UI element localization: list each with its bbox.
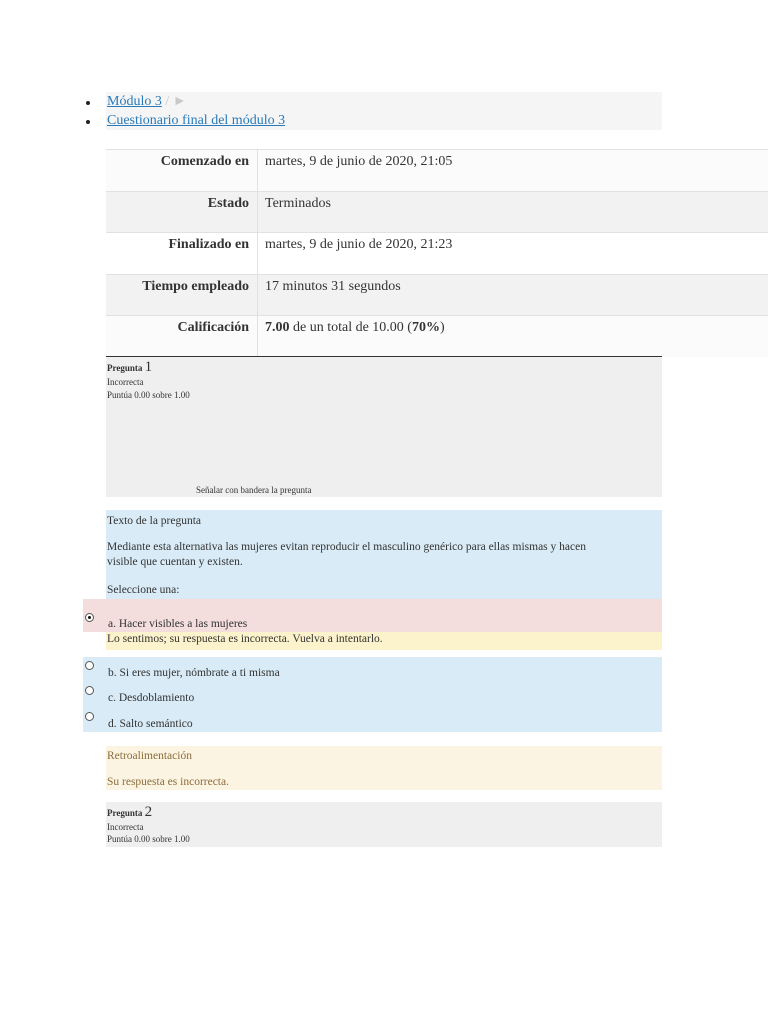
option-d-label[interactable]: d. Salto semántico bbox=[108, 718, 193, 730]
feedback-heading: Retroalimentación bbox=[107, 750, 192, 762]
summary-label: Finalizado en bbox=[168, 237, 249, 253]
breadcrumb-link-quiz[interactable]: Cuestionario final del módulo 3 bbox=[107, 113, 286, 128]
question-info-panel bbox=[106, 356, 662, 497]
question-info-panel bbox=[106, 802, 662, 847]
option-a-label[interactable]: a. Hacer visibles a las mujeres bbox=[108, 618, 248, 630]
question-text-line: Mediante esta alternativa las mujeres evitan reproducir el masculino genérico para ellas mismas y hacen bbox=[107, 541, 586, 553]
option-b-label[interactable]: b. Si eres mujer, nómbrate a ti misma bbox=[108, 667, 280, 679]
question-grade: Puntúa 0.00 sobre 1.00 bbox=[107, 834, 190, 844]
summary-row-time bbox=[106, 274, 768, 316]
question-text-heading: Texto de la pregunta bbox=[107, 515, 202, 527]
feedback-text: Su respuesta es incorrecta. bbox=[107, 776, 229, 788]
question-state: Incorrecta bbox=[107, 822, 144, 832]
summary-label: Calificación bbox=[106, 316, 257, 357]
option-d-radio[interactable] bbox=[85, 712, 94, 721]
grade-percent: 70% bbox=[411, 320, 440, 336]
breadcrumb-item-quiz bbox=[107, 113, 285, 129]
incorrect-warning bbox=[106, 632, 662, 650]
summary-value: Terminados bbox=[257, 192, 768, 233]
option-b-radio[interactable] bbox=[85, 661, 94, 670]
option-c-label[interactable]: c. Desdoblamiento bbox=[108, 692, 195, 704]
breadcrumb-item-module bbox=[107, 94, 187, 110]
question-text-line: visible que cuentan y existen. bbox=[107, 556, 243, 568]
option-a-radio[interactable] bbox=[85, 613, 94, 622]
flag-question-link[interactable]: Señalar con bandera la pregunta bbox=[196, 485, 312, 495]
summary-label: Tiempo empleado bbox=[106, 275, 257, 316]
summary-value: martes, 9 de junio de 2020, 21:05 bbox=[257, 150, 768, 191]
grade-close-paren: ) bbox=[439, 320, 445, 336]
question-label: Pregunta bbox=[107, 808, 143, 818]
bullet-icon bbox=[86, 101, 90, 105]
question-state: Incorrecta bbox=[107, 377, 144, 387]
answer-prompt: Seleccione una: bbox=[107, 584, 180, 596]
attempt-summary-table bbox=[106, 149, 768, 357]
question-number-value: 1 bbox=[144, 359, 153, 375]
question-number-value: 2 bbox=[144, 804, 153, 820]
summary-label: Estado bbox=[106, 192, 257, 233]
summary-row-finished bbox=[106, 232, 768, 274]
summary-label: Comenzado en bbox=[106, 150, 257, 191]
breadcrumb-link-module[interactable]: Módulo 3 bbox=[107, 94, 162, 109]
summary-row-started bbox=[106, 149, 768, 191]
summary-row-grade bbox=[106, 315, 768, 357]
summary-row-state bbox=[106, 191, 768, 233]
feedback-panel bbox=[106, 746, 662, 790]
question-label: Pregunta bbox=[107, 363, 143, 373]
grade-value bbox=[257, 316, 768, 357]
question-number bbox=[107, 359, 152, 376]
question-number bbox=[107, 804, 152, 821]
question-content bbox=[106, 510, 662, 599]
grade-score: 7.00 bbox=[265, 320, 290, 336]
summary-value: martes, 9 de junio de 2020, 21:23 bbox=[257, 233, 768, 274]
incorrect-warning-text: Lo sentimos; su respuesta es incorrecta. Vuelva a intentarlo. bbox=[107, 633, 383, 645]
bullet-icon bbox=[86, 120, 90, 124]
grade-total-text: de un total de 10.00 ( bbox=[289, 320, 412, 336]
breadcrumb-separator: / ► bbox=[165, 94, 187, 109]
summary-value: 17 minutos 31 segundos bbox=[257, 275, 768, 316]
option-c-radio[interactable] bbox=[85, 686, 94, 695]
question-grade: Puntúa 0.00 sobre 1.00 bbox=[107, 390, 190, 400]
